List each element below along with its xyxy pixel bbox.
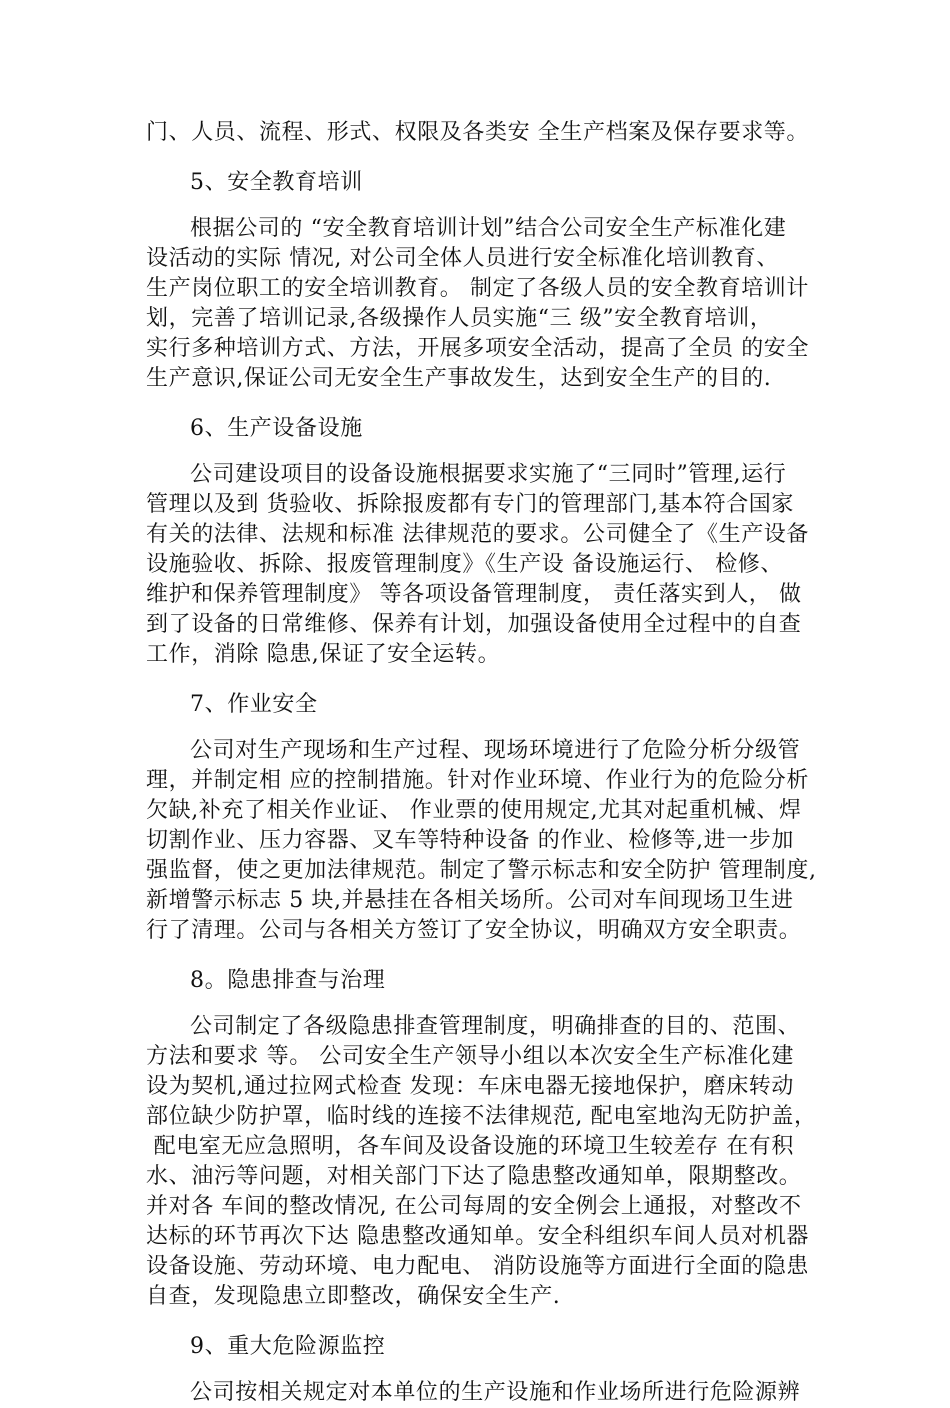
section-paragraph-6 xyxy=(146,460,814,670)
paragraph-line: 设活动的实际 情况, 对公司全体人员进行安全标准化培训教育、 xyxy=(146,246,779,271)
paragraph-line: 新增警示标志 5 块,并悬挂在各相关场所。公司对车间现场卫生进 xyxy=(146,888,794,913)
section-paragraph-5 xyxy=(146,214,814,394)
paragraph-line: 公司按相关规定对本单位的生产设施和作业场所进行危险源辨 xyxy=(190,1380,801,1405)
section-heading-6: 6、生产设备设施 xyxy=(190,416,363,441)
paragraph-line: 生产意识,保证公司无安全生产事故发生，达到安全生产的目的. xyxy=(146,366,772,391)
paragraph-line: 划，完善了培训记录,各级操作人员实施“三 级”安全教育培训， xyxy=(146,306,773,331)
paragraph-line: 自查，发现隐患立即整改，确保安全生产. xyxy=(146,1284,561,1309)
paragraph-line: 部位缺少防护罩，临时线的连接不法律规范, 配电室地沟无防护盖， xyxy=(146,1104,817,1129)
paragraph-line: 水、油污等问题，对相关部门下达了隐患整改通知单，限期整改。 xyxy=(146,1164,802,1189)
paragraph-line: 设备设施、劳动环境、电力配电、 消防设施等方面进行全面的隐患 xyxy=(146,1254,809,1279)
paragraph-line: 有关的法律、法规和标准 法律规范的要求。公司健全了《生产设备 xyxy=(146,522,809,547)
section-heading-9: 9、重大危险源监控 xyxy=(190,1334,386,1359)
paragraph-line: 理，并制定相 应的控制措施。针对作业环境、作业行为的危险分析 xyxy=(146,768,809,793)
paragraph-line: 强监督，使之更加法律规范。制定了警示标志和安全防护 管理制度, xyxy=(146,858,817,883)
paragraph-line: 并对各 车间的整改情况, 在公司每周的安全例会上通报，对整改不 xyxy=(146,1194,802,1219)
section-paragraph-9 xyxy=(146,1378,814,1408)
paragraph-line: 欠缺,补充了相关作业证、 作业票的使用规定,尤其对起重机械、焊 xyxy=(146,798,802,823)
document-body xyxy=(146,118,817,1408)
paragraph-line: 达标的环节再次下达 隐患整改通知单。安全科组织车间人员对机器 xyxy=(146,1224,809,1249)
paragraph-line: 切割作业、压力容器、叉车等特种设备 的作业、检修等,进一步加 xyxy=(146,828,794,853)
paragraph-line: 管理以及到 货验收、拆除报废都有专门的管理部门,基本符合国家 xyxy=(146,492,794,517)
section-paragraph-7 xyxy=(146,736,817,946)
intro-line: 门、人员、流程、形式、权限及各类安 全生产档案及保存要求等。 xyxy=(146,120,809,145)
section-heading-5: 5、安全教育培训 xyxy=(190,170,363,195)
section-heading-8: 8。隐患排查与治理 xyxy=(190,968,386,993)
paragraph-line: 公司建设项目的设备设施根据要求实施了“三同时”管理,运行 xyxy=(190,462,787,487)
paragraph-line: 公司对生产现场和生产过程、现场环境进行了危险分析分级管 xyxy=(190,738,801,763)
paragraph-line: 根据公司的 “安全教育培训计划”结合公司安全生产标准化建 xyxy=(190,216,787,241)
paragraph-line: 实行多种培训方式、方法，开展多项安全活动，提高了全员 的安全 xyxy=(146,336,809,361)
paragraph-line: 到了设备的日常维修、保养有计划，加强设备使用全过程中的自查 xyxy=(146,612,802,637)
section-heading-7: 7、作业安全 xyxy=(190,692,318,717)
paragraph-line: 方法和要求 等。 公司安全生产领导小组以本次安全生产标准化建 xyxy=(146,1044,794,1069)
section-paragraph-8 xyxy=(146,1012,817,1312)
paragraph-line: 工作，消除 隐患,保证了安全运转。 xyxy=(146,642,501,667)
paragraph-line: 生产岗位职工的安全培训教育。 制定了各级人员的安全教育培训计 xyxy=(146,276,809,301)
paragraph-line: 公司制定了各级隐患排查管理制度，明确排查的目的、范围、 xyxy=(190,1014,801,1039)
paragraph-line: 设施验收、拆除、报废管理制度》《生产设 备设施运行、 检修、 xyxy=(146,552,783,577)
paragraph-line: 配电室无应急照明，各车间及设备设施的环境卫生较差存 在有积 xyxy=(146,1134,794,1159)
paragraph-line: 维护和保养管理制度》 等各项设备管理制度， 责任落实到人， 做 xyxy=(146,582,802,607)
paragraph-line: 行了清理。公司与各相关方签订了安全协议，明确双方安全职责。 xyxy=(146,918,802,943)
paragraph-line: 设为契机,通过拉网式检查 发现：车床电器无接地保护，磨床转动 xyxy=(146,1074,794,1099)
